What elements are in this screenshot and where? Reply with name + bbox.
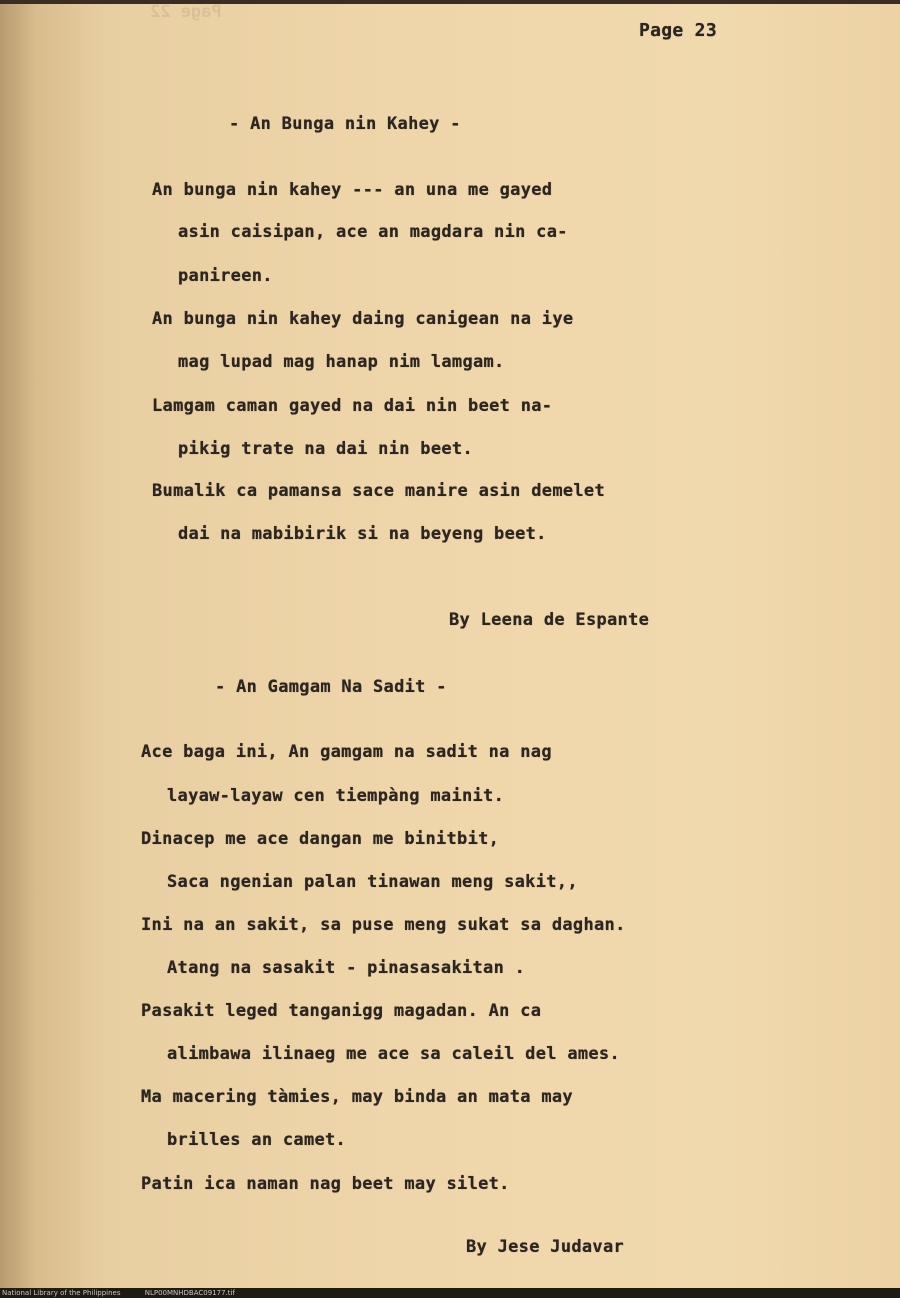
scan-footer	[2, 1288, 257, 1298]
poem-line: dai na mabibirik si na beyeng beet.	[178, 524, 547, 544]
poem-line: panireen.	[178, 266, 273, 286]
page-number: Page 23	[639, 20, 717, 41]
bleed-through-text: Page 22	[150, 2, 222, 22]
poem-line: Patin ica naman nag beet may silet.	[141, 1174, 510, 1194]
footer-filename: NLP00MNHDBAC09177.tif	[144, 1289, 235, 1297]
poem-byline: By Leena de Espante	[449, 610, 650, 630]
poem-line: Ace baga ini, An gamgam na sadit na nag	[141, 742, 552, 762]
poem-byline: By Jese Judavar	[466, 1237, 625, 1257]
poem-line: asin caisipan, ace an magdara nin ca-	[178, 222, 568, 242]
poem-title: - An Bunga nin Kahey -	[229, 114, 461, 134]
poem-line: Lamgam caman gayed na dai nin beet na-	[152, 396, 553, 416]
poem-line: brilles an camet.	[167, 1130, 347, 1150]
poem-line: mag lupad mag hanap nim lamgam.	[178, 352, 505, 372]
poem-line: alimbawa ilinaeg me ace sa caleil del ames.	[167, 1044, 620, 1064]
poem-line: layaw-layaw cen tiempàng mainit.	[167, 786, 505, 806]
poem-line: Pasakit leged tanganigg magadan. An ca	[141, 1001, 542, 1021]
poem-line: Saca ngenian palan tinawan meng sakit,,	[167, 872, 578, 892]
poem-line: Ini na an sakit, sa puse meng sukat sa daghan.	[141, 915, 626, 935]
poem-line: Ma macering tàmies, may binda an mata may	[141, 1087, 573, 1107]
poem-line: An bunga nin kahey --- an una me gayed	[152, 180, 553, 200]
poem-line: Dinacep me ace dangan me binitbit,	[141, 829, 500, 849]
poem-line: pikig trate na dai nin beet.	[178, 439, 473, 459]
poem-title: - An Gamgam Na Sadit -	[215, 677, 447, 697]
poem-line: Atang na sasakit - pinasasakitan .	[167, 958, 526, 978]
scan-top-edge	[0, 0, 900, 4]
poem-line: Bumalik ca pamansa sace manire asin demelet	[152, 481, 605, 501]
footer-institution: National Library of the Philippines	[2, 1289, 121, 1297]
poem-line: An bunga nin kahey daing canigean na iye	[152, 309, 574, 329]
